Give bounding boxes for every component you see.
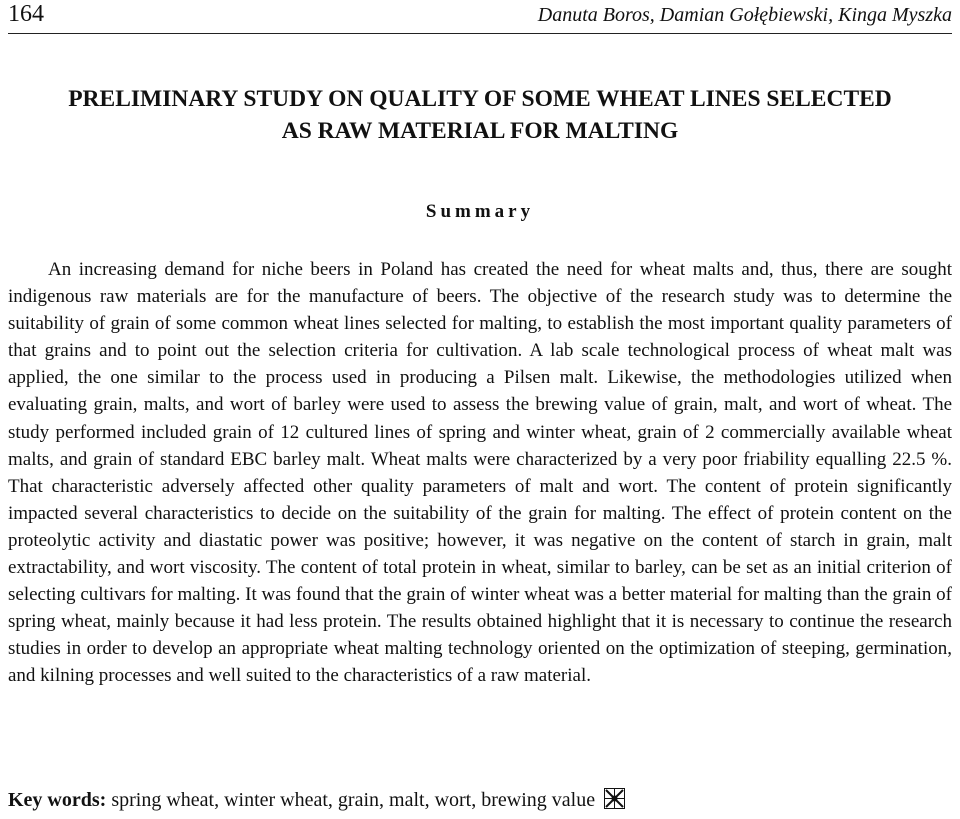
summary-heading: Summary — [425, 201, 535, 222]
abstract-text: An increasing demand for niche beers in Poland has created the need for wheat malts and, thus, there are sought indigenous raw materials are for the manufacture of beers. The objective of the research study was to determine the suitability of grain of some common wheat lines selected for malting, to establish the most important quality parameters of that grains and to point out the selection criteria for cultivation. A lab scale technological process of wheat malt was applied, the one similar to the process used in producing a Pilsen malt. Likewise, the methodologies utilized when evaluating grain, malts, and wort of barley were used to assess the brewing value of grain, malt, and wort of wheat. The study performed included grain of 12 cultured lines of spring and winter wheat, grain of 2 commercially available wheat malts, and grain of standard EBC barley malt. Wheat malts were characterized by a very poor friability equalling 22.5 %. That characteristic adversely affected other quality parameters of malt and wort. The content of protein significantly impacted several characteristics to decide on the suitability of the grain for malting. The effect of protein content on the proteolytic activity and diastatic power was positive; however, it was negative on the content of starch in grain, malt extractability, and wort viscosity. The content of total protein in wheat, similar to barley, can be set as an initial criterion of selecting cultivars for malting. It was found that the grain of winter wheat was a better material for malting than the grain of spring wheat, mainly because it had less protein. The results obtained highlight that it is necessary to continue the research studies in order to develop an appropriate wheat malting technology oriented on the optimization of steeping, germination, and kilning processes and well suited to the characteristics of a raw material. — [8, 259, 952, 687]
page-number: 164 — [8, 1, 44, 27]
article-title-line-1: PRELIMINARY STUDY ON QUALITY OF SOME WHEAT LINES SELECTED — [68, 86, 892, 112]
running-head-authors: Danuta Boros, Damian Gołębiewski, Kinga Myszka — [537, 4, 952, 26]
page-header — [8, 0, 952, 34]
end-of-article-ornament-icon — [604, 788, 625, 809]
keywords-text: spring wheat, winter wheat, grain, malt, wort, brewing value — [111, 789, 596, 811]
keywords-line — [8, 787, 625, 813]
article-title-line-2: AS RAW MATERIAL FOR MALTING — [281, 118, 679, 144]
keywords-label: Key words: — [8, 789, 107, 811]
article-title — [0, 83, 960, 147]
